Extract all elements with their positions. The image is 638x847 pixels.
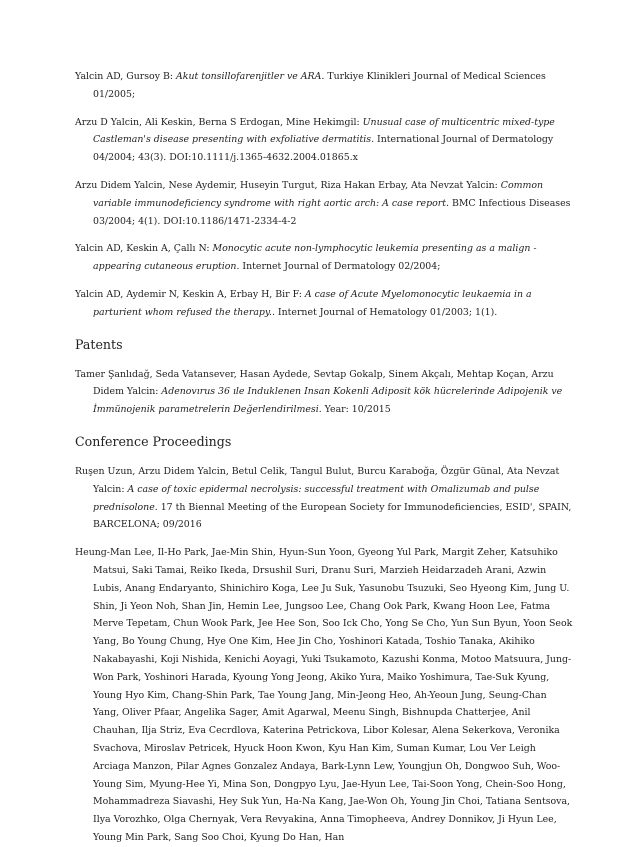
entry-authors: Yalcin AD, Aydemir N, Keskin A, Erbay H, Bir F: [75,288,302,300]
publications-list [75,68,574,322]
patents-heading: Patents [75,336,123,352]
patent-entry [75,366,574,419]
publication-entry [75,114,574,167]
conference-entry [75,463,574,534]
conference-list [75,463,574,847]
entry-authors: Tamer Şanlıdağ, Seda Vatansever, Hasan Aydede, Sevtap Gokalp, Sinem Akçalı, Mehtap Koçan, Arzu Didem Yalcin: [75,368,554,398]
entry-title: Akut tonsillofarenjitler ve ARA [176,71,322,82]
entry-details: . Year: 10/2015 [318,404,391,416]
entry-authors: Arzu Didem Yalcin, Nese Aydemir, Huseyin Turgut, Riza Hakan Erbay, Ata Nevzat Yalcin: [75,179,498,191]
entry-title: Adenovırus 36 ıle Induklenen Insan Kokenli Adiposit kök hücrelerinde Adipojenik ve İmmünojenik parametrelerin Değerlendirilmesi [93,386,563,416]
entry-title: Monocytic acute non-lymphocytic leukemia presenting as a malign -appearing cutaneous eruption [93,243,537,273]
entry-title: Unusual case of multicentric mixed-type Castleman's disease presenting with exfoliative dermatitis [93,116,555,146]
conference-proceedings-heading: Conference Proceedings [75,433,232,449]
entry-authors: Yalcin AD, Keskin A, Çallı N: [75,243,210,255]
entry-title: Common variable immunodeficiency syndrome with right aortic arch: A case report [93,179,544,209]
patents-list [75,366,574,419]
entry-details: . Turkiye Klinikleri Journal of Medical Sciences 01/2005; [93,71,546,100]
entry-details: . International Journal of Dermatology 04/2004; 43(3). DOI:10.1111/j.1365-4632.2004.01865.x [93,134,554,164]
entry-title: A case of Acute Myelomonocytic leukaemia in a parturient whom refused the therapy. [93,288,532,318]
entry-title: A case of toxic epidermal necrolysis: successful treatment with Omalizumab and pulse prednisolone. [93,483,540,513]
entry-authors: Yalcin AD, Gursoy B: [75,71,174,82]
entry-details: . Internet Journal of Dermatology 02/2004; [236,261,441,273]
publication-entry [75,177,574,230]
publication-entry [75,240,574,276]
publication-entry [75,286,574,322]
entry-details: . BMC Infectious Diseases 03/2004; 4(1). DOI:10.1186/1471-2334-4-2 [93,197,571,227]
entry-details: 17 th Biennal Meeting of the European Society for Immunodeficiencies, ESID', SPAIN, BARCELONA; 09/2016 [93,501,572,531]
entry-authors: Heung-Man Lee, Il-Ho Park, Jae-Min Shin, Hyun-Sun Yoon, Gyeong Yul Park, Margit Zeher, Katsuhiko Matsui, Saki Tamai, Reiko Ikeda, Drsushil Suri, Dranu Suri, Marzieh Heidarzadeh Arani, Azwin Lubis, Anang Endaryanto, Shinichiro Koga, Lee Ju Suk, Yasunobu Tsuzuki, Seo Hyeong Kim, Jung U. Shin, Ji Yeon Noh, Shan Jin, Hemin Lee, Jungsoo Lee, Chang Ook Park, Kwang Hoon Lee, Fatma Merve Tepetam, Chun Wook Park, Jee Hee Son, Soo Ick Cho, Yong Se Cho, Yun Sun Byun, Yoon Seok Yang, Bo Young Chung, Hye One Kim, Hee Jin Cho, Yoshinori Katada, Toshio Tanaka, Akihiko Nakabayashi, Koji Nishida, Kenichi Aoyagi, Yuki Tsukamoto, Kazushi Konma, Motoo Matsuura, Jung-Won Park, Yoshinori Harada, Kyoung Yong Jeong, Akiko Yura, Maiko Yoshimura, Tae-Suk Kyung, Young Hyo Kim, Chang-Shin Park, Tae Young Jang, Min-Jeong Heo, Ah-Yeoun Jung, Seung-Chan Yang, Oliver Pfaar, Angelika Sager, Amit Agarwal, Meenu Singh, Bishnupda Chatterjee, Anil Chauhan, Ilja Striz, Eva Cecrdlova, Katerina Petrickova, Libor Kolesar, Alena Sekerkova, Veronika Svachova, Miroslav Petricek, Hyuck Hoon Kwon, Kyu Han Kim, Suman Kumar, Lou Ver Leigh Arciaga Manzon, Pilar Agnes Gonzalez Andaya, Bark-Lynn Lew, Youngjun Oh, Dongwoo Suh, Woo-Young Sim, Myung-Hee Yi, Mina Son, Dongpyo Lyu, Jae-Hyun Lee, Tai-Soon Yong, Chein-Soo Hong, Mohammadreza Siavashi, Hey Suk Yun, Ha-Na Kang, Jae-Won Oh, Young Jin Choi, Tatiana Sentsova, Ilya Vorozhko, Olga Chernyak, Vera Revyakina, Anna Timopheeva, Andrey Donnikov, Ji Hyun Lee, Young Min Park, Sang Soo Choi, Kyung Do Han, Han [75,547,573,843]
conference-entry [75,544,574,847]
entry-authors: Arzu D Yalcin, Ali Keskin, Berna S Erdogan, Mine Hekimgil: [75,116,360,128]
publication-entry [75,68,574,104]
entry-authors: Ruşen Uzun, Arzu Didem Yalcin, Betul Celik, Tangul Bulut, Burcu Karaboğa, Özgür Günal, Ata Nevzat Yalcin: [75,465,560,495]
entry-details: . Internet Journal of Hematology 01/2003; 1(1). [271,306,498,318]
